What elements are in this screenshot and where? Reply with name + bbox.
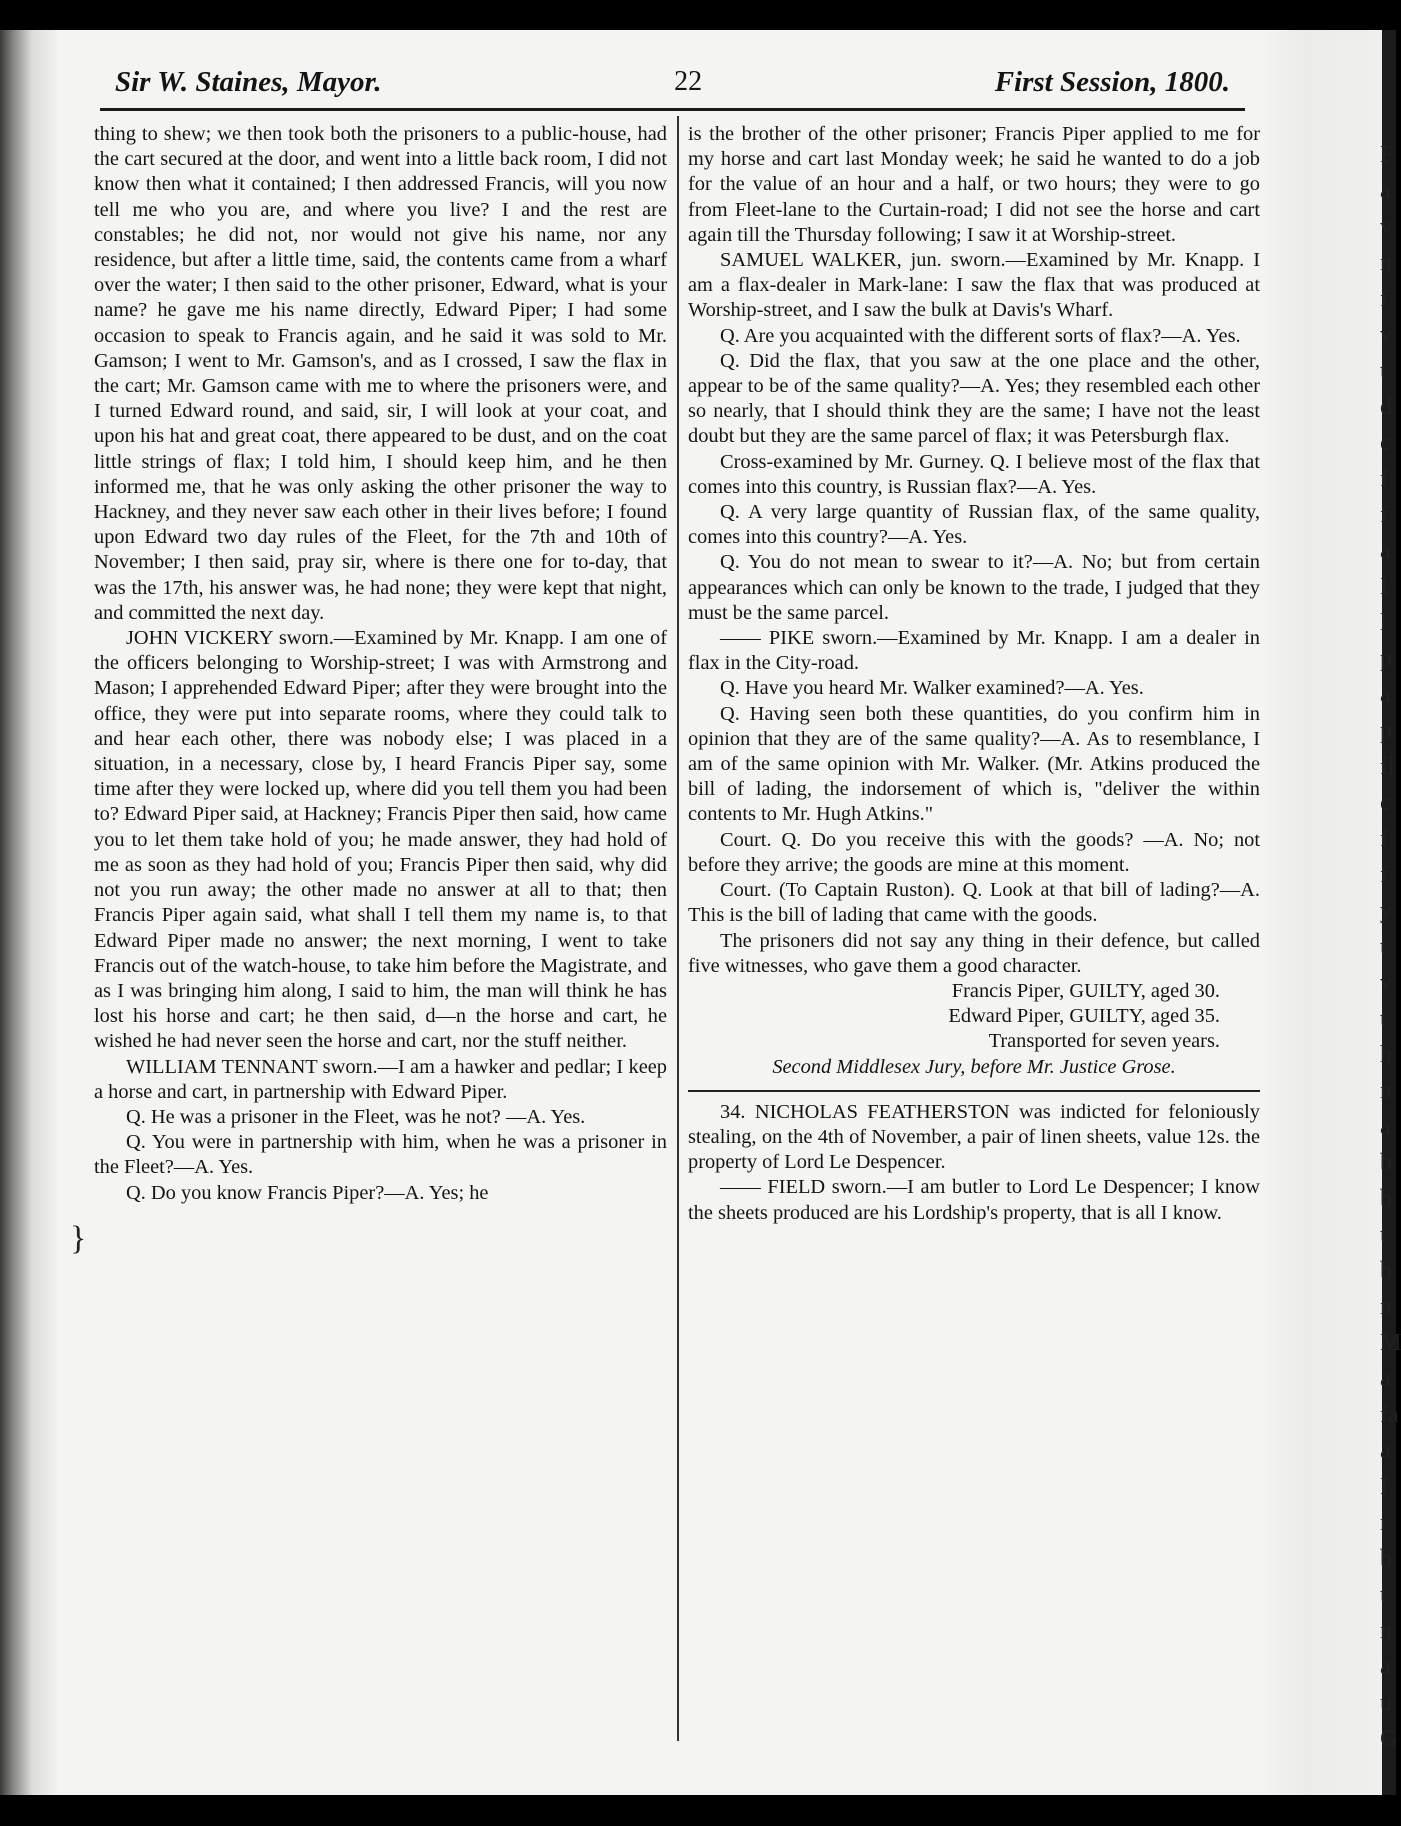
header-left: Sir W. Staines, Mayor.	[115, 65, 382, 98]
fragment-letter: n	[1380, 1618, 1392, 1644]
paragraph: Court. (To Captain Ruston). Q. Look at that bill of lading?—A. This is the bill of lading that came with the goods.	[688, 879, 1260, 927]
fragment-letter: v	[1380, 322, 1392, 348]
verdict-line: Francis Piper, GUILTY, aged 30.	[951, 979, 1220, 1002]
paragraph: JOHN VICKERY sworn.—Examined by Mr. Knapp. I am one of the officers belonging to Worship-street; I was with Armstrong and Mason; I apprehended Edward Piper; after they were brought into the office, they were put into separate rooms, where they could talk to and hear each other, there was nobody else; I was placed in a situation, in a necessary, close by, I heard Francis Piper say, some time after they were locked up, where did you tell them you had been to? Edward Piper said, at Hackney; Francis Piper then said, how came you to let them take hold of you; he made answer, they had hold of me as soon as they had hold of you; Francis Piper then said, why did not you run away; the other made no answer at all to that; then Francis Piper again said, what shall I tell them my name is, to that Edward Piper made no answer; the next morning, I went to take Francis out of the watch-house, to take him before the Magistrate, and as I was bringing him along, I said to him, the man will think he has lost his horse and cart; he then said, d—n the horse and cart, he wished he had never seen the horse and cart, nor the stuff neither.	[94, 627, 667, 1053]
fragment-letter: b	[1380, 1546, 1392, 1572]
fragment-letter: n	[1380, 1078, 1392, 1104]
paragraph: thing to shew; we then took both the prisoners to a public-house, had the cart secured at the door, and went into a little back room, I did not know then what it contained; I then addressed Francis, will you now tell me who you are, and where you live? I and the rest are constables; he did not, nor would not give his name, nor any residence, but after a little time, said, the contents came from a wharf over the water; I then said to the other prisoner, Edward, what is your name? he gave me his name directly, Edward Piper; I had some occasion to speak to Francis again, and he said it was sold to Mr. Gamson; I went to Mr. Gamson's, and as I crossed, I saw the flax in the cart; Mr. Gamson came with me to where the prisoners were, and I turned Edward round, and said, sir, I will look at your coat, and upon his hat and great coat, there appeared to be dust, and on the coat little strings of flax; I told him, I should keep him, and he then informed me, that he was only asking the other prisoner the way to Hackney, and they never saw each other in their lives before; I found upon Edward two day rules of the Fleet, for the 7th and 10th of November; I then said, pray sir, where is there one for to-day, that was the 17th, his answer was, he had none; they were kept that night, and committed the next day.	[94, 123, 667, 624]
fragment-letter: l	[1380, 610, 1387, 636]
paragraph: SAMUEL WALKER, jun. sworn.—Examined by Mr. Knapp. I am a flax-dealer in Mark-lane: I saw the flax that was produced at Worship-street, and I saw the bulk at Davis's Wharf.	[688, 249, 1260, 322]
header-rule	[100, 108, 1245, 111]
fragment-letter: c	[1380, 430, 1391, 456]
case-divider	[688, 1090, 1260, 1092]
fragment-letter: f	[1380, 466, 1388, 492]
fragment-letter: b	[1380, 1258, 1392, 1284]
fragment-letter: I	[1380, 574, 1388, 600]
fragment-letter: fl	[1380, 754, 1395, 780]
fragment-letter: r	[1380, 1510, 1388, 1536]
paragraph: Q. He was a prisoner in the Fleet, was he not? —A. Yes.	[126, 1105, 586, 1128]
fragment-letter: d	[1380, 394, 1392, 420]
paragraph: Q. Did the flax, that you saw at the one place and the other, appear to be of the same quality?—A. Yes; they resembled each other so nearly, that I should think they are the same; I have not the least doubt but they are the same parcel of flax; it was Petersburgh flax.	[688, 349, 1260, 448]
fragment-letter: a	[1380, 1654, 1391, 1680]
fragment-letter: t	[1380, 1222, 1387, 1248]
fragment-letter: b	[1380, 1186, 1392, 1212]
sentence-line: Transported for seven years.	[988, 1030, 1220, 1053]
paragraph: Court. Q. Do you receive this with the goods? —A. No; not before they arrive; the goods are mine at this moment.	[688, 828, 1260, 876]
left-column	[94, 122, 667, 1206]
case-heading: 34. NICHOLAS FEATHERSTON was indicted for feloniously stealing, on the 4th of November, a pair of linen sheets, value 12s. the property of Lord Le Despencer.	[688, 1100, 1260, 1174]
fragment-letter: F	[1380, 142, 1394, 168]
paragraph: The prisoners did not say any thing in their defence, but called five witnesses, who gave them a good character.	[688, 929, 1260, 977]
fragment-letter: M	[1380, 1330, 1401, 1356]
fragment-letter: n	[1380, 250, 1392, 276]
fragment-letter: b	[1380, 1150, 1392, 1176]
fragment-letter: t	[1380, 1582, 1387, 1608]
paragraph: WILLIAM TENNANT sworn.—I am a hawker and pedlar; I keep a horse and cart, in partnership with Edward Piper.	[94, 1055, 667, 1103]
fragment-letter: a	[1380, 1366, 1391, 1392]
adjacent-page-edge	[1262, 30, 1396, 1795]
fragment-letter: a	[1380, 682, 1391, 708]
paragraph: Q. Do you know Francis Piper?—A. Yes; he	[126, 1181, 489, 1204]
fragment-letter: n	[1380, 1294, 1392, 1320]
fragment-letter: a	[1380, 1114, 1391, 1140]
fragment-letter: fa	[1380, 1402, 1399, 1428]
paragraph: Q. Have you heard Mr. Walker examined?—A. Yes.	[720, 677, 1144, 700]
fragment-letter: y	[1380, 898, 1392, 924]
fragment-letter: t	[1380, 934, 1387, 960]
document-page	[0, 30, 1401, 1795]
paragraph: is the brother of the other prisoner; Francis Piper applied to me for my horse and cart last Monday week; he said he wanted to do a job for the value of an hour and a half, or two hours; they were to go from Fleet-lane to the Curtain-road; I did not see the horse and cart again till the Thursday following; I saw it at Worship-street.	[688, 123, 1260, 246]
fragment-letter: I	[1380, 1474, 1388, 1500]
page-gutter-shadow	[0, 30, 60, 1795]
margin-mark: }	[70, 1220, 87, 1257]
fragment-letter: f	[1380, 502, 1388, 528]
fragment-letter: t	[1380, 1006, 1387, 1032]
header-right: First Session, 1800.	[994, 65, 1230, 98]
fragment-letter: f	[1380, 286, 1388, 312]
fragment-letter: f	[1380, 826, 1388, 852]
column-separator	[677, 116, 679, 1741]
fragment-letter: u	[1380, 1690, 1392, 1716]
running-header	[115, 60, 1230, 104]
paragraph: Cross-examined by Mr. Gurney. Q. I believe most of the flax that comes into this country, is Russian flax?—A. Yes.	[688, 450, 1260, 498]
fragment-letter: v	[1380, 214, 1392, 240]
fragment-letter: h	[1380, 1042, 1392, 1068]
paragraph: Q. Are you acquainted with the different sorts of flax?—A. Yes.	[720, 324, 1241, 347]
paragraph: Q. You were in partnership with him, when he was a prisoner in the Fleet?—A. Yes.	[94, 1131, 667, 1179]
fragment-letter: f	[1380, 862, 1388, 888]
verdict-line: Edward Piper, GUILTY, aged 35.	[948, 1005, 1220, 1028]
paragraph: Q. A very large quantity of Russian flax, of the same quality, comes into this country?—A. Yes.	[688, 501, 1260, 549]
fragment-letter: c	[1380, 790, 1391, 816]
jury-line: Second Middlesex Jury, before Mr. Justice Grose.	[772, 1055, 1176, 1078]
fragment-letter: t	[1380, 358, 1387, 384]
paragraph: Q. You do not mean to swear to it?—A. No; but from certain appearances which can only be known to the trade, I judged that they must be the same parcel.	[688, 551, 1260, 624]
paragraph: Q. Having seen both these quantities, do you confirm him in opinion that they are of the same quality?—A. As to resemblance, I am of the same opinion with Mr. Walker. (Mr. Atkins produced the bill of lading, the indorsement of which is, "deliver the within contents to Mr. Hugh Atkins."	[688, 702, 1260, 826]
page-number: 22	[674, 66, 703, 97]
right-column	[688, 122, 1260, 1226]
fragment-letter: a	[1380, 178, 1391, 204]
fragment-letter: a	[1380, 1438, 1391, 1464]
paragraph: —— PIKE sworn.—Examined by Mr. Knapp. I am a dealer in flax in the City-road.	[688, 627, 1260, 675]
fragment-letter: a	[1380, 538, 1391, 564]
fragment-letter: v	[1380, 970, 1392, 996]
fragment-letter: G	[1380, 1726, 1398, 1752]
paragraph: —— FIELD sworn.—I am butler to Lord Le Despencer; I know the sheets produced are his Lordship's property, that is all I know.	[688, 1176, 1260, 1224]
fragment-letter: p	[1380, 718, 1392, 744]
fragment-letter: p	[1380, 646, 1392, 672]
